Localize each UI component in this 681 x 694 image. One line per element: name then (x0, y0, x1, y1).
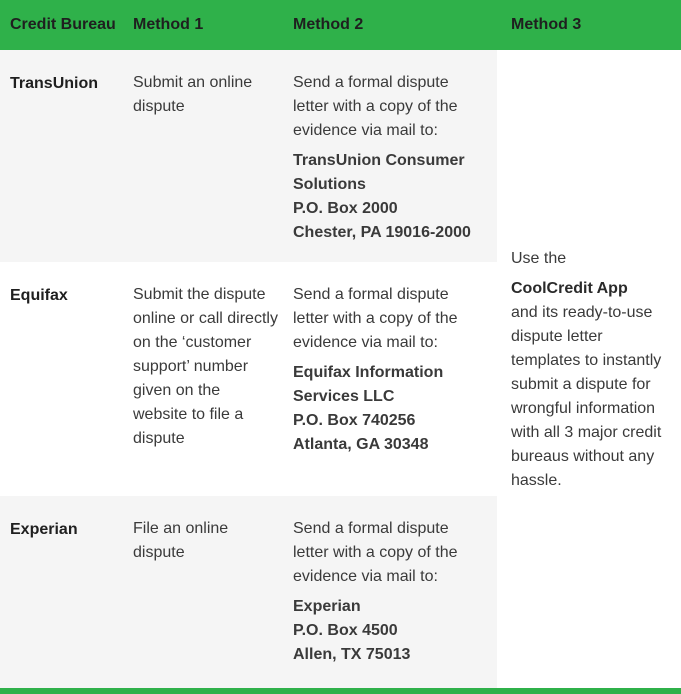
bureau-name: TransUnion (10, 75, 99, 92)
method3-body: and its ready-to-use dispute letter templates to instantly submit a dispute for wrongful information with all 3 major credit bureaus without any hassle. (511, 304, 662, 489)
table-row-transunion (0, 50, 497, 262)
address-line-1: Equifax Information Services LLC (293, 364, 444, 405)
header-method-2: Method 2 (293, 16, 364, 33)
address-line-3: Chester, PA 19016-2000 (293, 224, 471, 241)
method2-intro: Send a formal dispute letter with a copy of the evidence via mail to: (293, 286, 458, 351)
table-row-equifax (0, 262, 497, 496)
method1-text: File an online dispute (133, 520, 229, 561)
header-method-1: Method 1 (133, 16, 204, 33)
table-footer-bar (0, 688, 681, 694)
method1-text: Submit the dispute online or call directly on the ‘customer support’ number given on the website to file a dispute (133, 286, 278, 447)
method1-text: Submit an online dispute (133, 74, 253, 115)
method2-cell (293, 517, 488, 667)
method3-cell (497, 50, 681, 688)
bureau-name: Equifax (10, 287, 68, 304)
app-name: CoolCredit App (511, 280, 628, 297)
address-line-2: P.O. Box 740256 (293, 412, 416, 429)
mailing-address (293, 361, 488, 457)
address-line-2: P.O. Box 4500 (293, 622, 398, 639)
address-line-3: Allen, TX 75013 (293, 646, 411, 663)
method2-cell (293, 283, 488, 457)
method2-cell (293, 71, 488, 245)
mailing-address (293, 149, 488, 245)
header-credit-bureau: Credit Bureau (10, 16, 116, 33)
bureau-name: Experian (10, 521, 78, 538)
address-line-2: P.O. Box 2000 (293, 200, 398, 217)
address-line-1: TransUnion Consumer Solutions (293, 152, 465, 193)
table-row-experian (0, 496, 497, 688)
method2-intro: Send a formal dispute letter with a copy of the evidence via mail to: (293, 520, 458, 585)
method2-intro: Send a formal dispute letter with a copy of the evidence via mail to: (293, 74, 458, 139)
mailing-address (293, 595, 488, 667)
address-line-1: Experian (293, 598, 361, 615)
table-header (0, 0, 681, 50)
method3-lead: Use the (511, 250, 567, 267)
header-method-3: Method 3 (511, 16, 582, 33)
method3-content (511, 247, 671, 493)
address-line-3: Atlanta, GA 30348 (293, 436, 429, 453)
